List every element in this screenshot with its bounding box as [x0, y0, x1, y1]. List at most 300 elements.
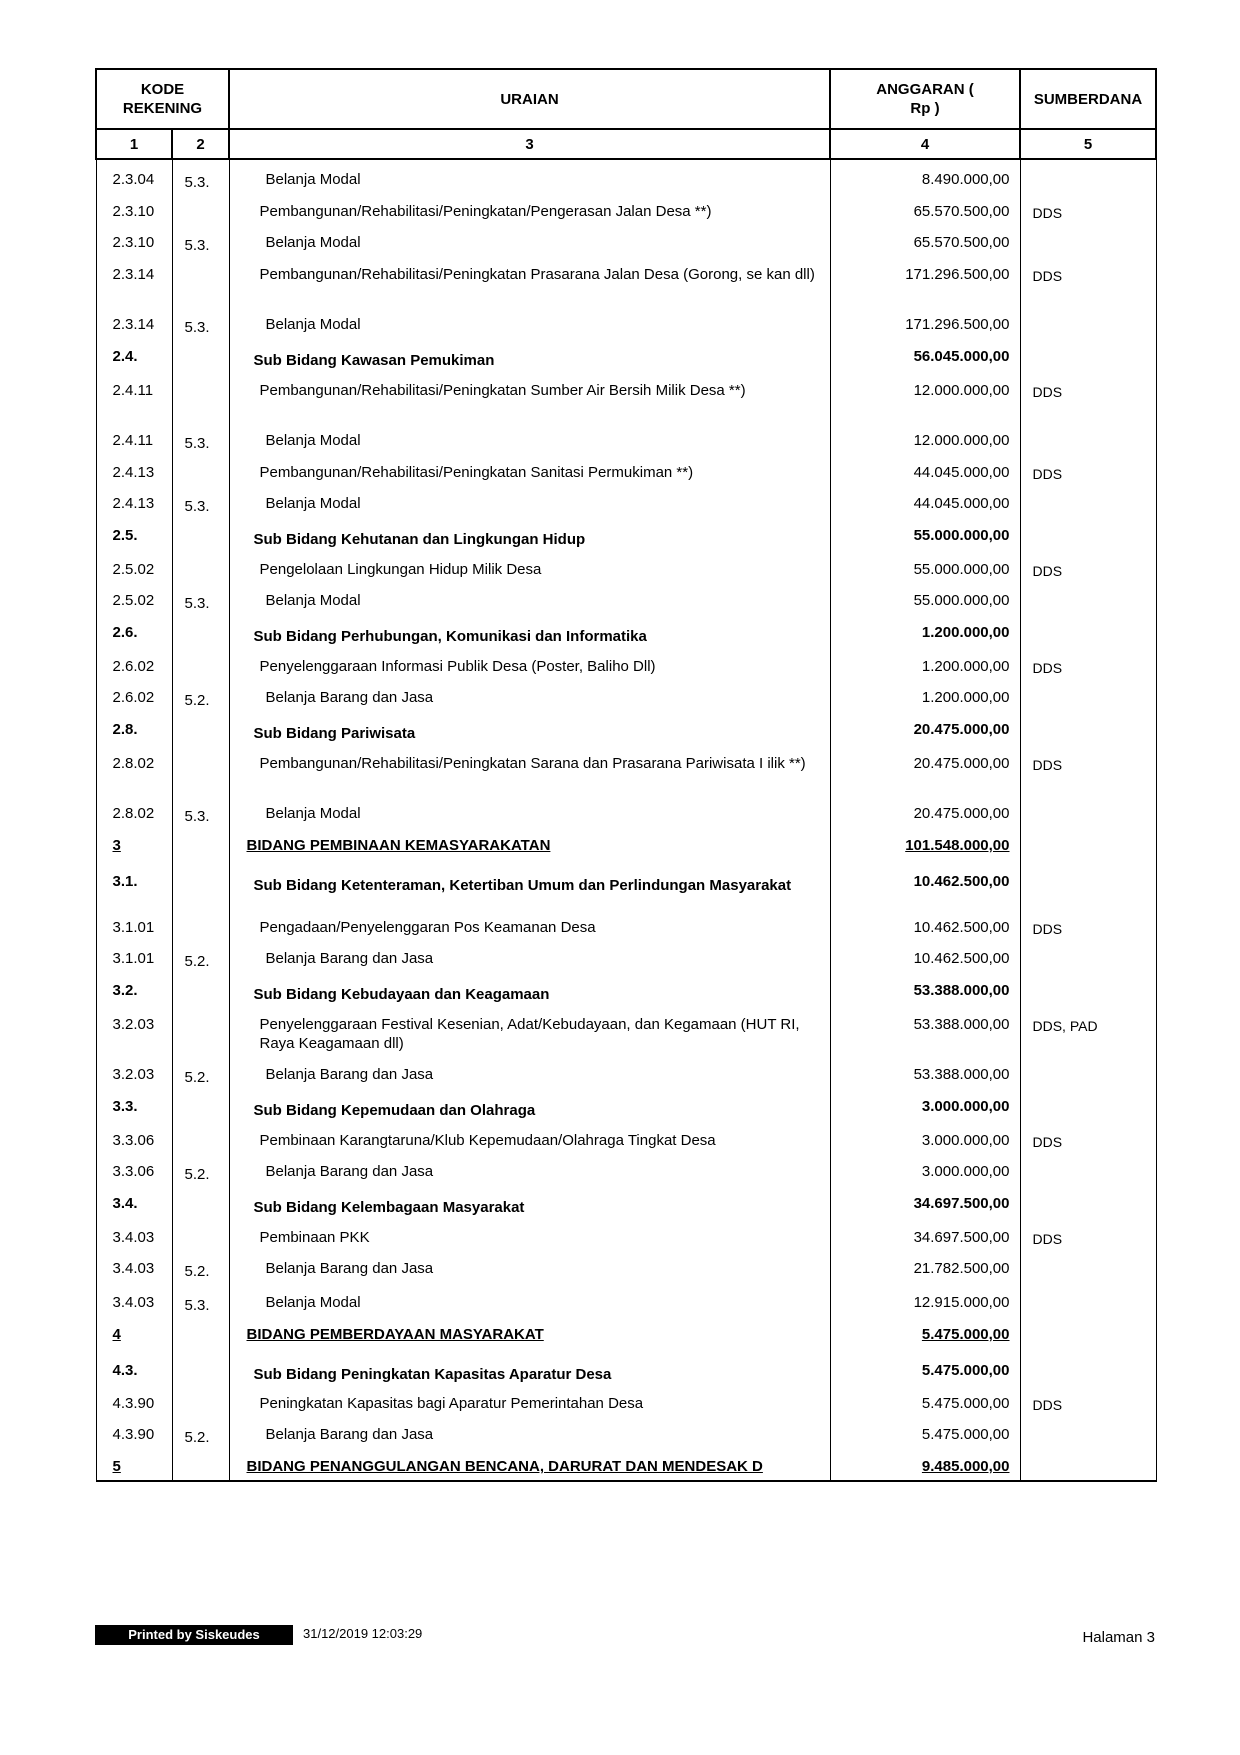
kode-cell-text: 2.4.11: [112, 382, 154, 399]
kode-cell-text: 2.4.: [112, 348, 138, 365]
anggaran-cell: [830, 1249, 1020, 1283]
uraian-cell: [229, 908, 830, 939]
anggaran-cell-text: 55.000.000,00: [913, 527, 1010, 544]
uraian-cell: [229, 223, 830, 255]
kode-cell: [96, 1055, 172, 1087]
uraian-cell: [229, 255, 830, 305]
akun-cell-text: 5.3.: [184, 595, 210, 612]
table-row-item: [96, 305, 1156, 337]
kode-cell-text: 3.3.06: [112, 1163, 155, 1180]
table-row-item: [96, 223, 1156, 255]
anggaran-cell-text: 55.000.000,00: [913, 592, 1010, 609]
uraian-cell-text: Sub Bidang Peningkatan Kapasitas Aparatur Desa: [253, 1366, 612, 1383]
sumber-cell: [1020, 1283, 1156, 1315]
uraian-cell-text: Belanja Modal: [265, 805, 361, 822]
kode-cell-text: 4.3.90: [112, 1426, 155, 1443]
table-row-sub: [96, 1351, 1156, 1384]
sumber-cell-text: DDS: [1032, 660, 1063, 676]
kode-cell: [96, 1121, 172, 1152]
anggaran-cell-text: 10.462.500,00: [913, 919, 1010, 936]
anggaran-cell: [830, 1315, 1020, 1351]
kode-cell-text: 3.4.03: [112, 1260, 155, 1277]
akun-cell-text: 5.3.: [184, 1297, 210, 1314]
table-row-item: [96, 484, 1156, 516]
uraian-cell-text: Belanja Barang dan Jasa: [265, 950, 434, 967]
akun-cell: [172, 1315, 229, 1351]
anggaran-cell: [830, 484, 1020, 516]
kode-cell-text: 3.3.: [112, 1098, 138, 1115]
sumber-cell: [1020, 939, 1156, 971]
uraian-cell-text: Sub Bidang Kepemudaan dan Olahraga: [253, 1102, 536, 1119]
kode-cell-text: 2.5.: [112, 527, 138, 544]
kode-cell-text: 3.4.: [112, 1195, 138, 1212]
sumber-cell: [1020, 1384, 1156, 1415]
kode-cell: [96, 255, 172, 305]
kode-cell-text: 2.3.10: [112, 234, 155, 251]
uraian-cell-text: Belanja Barang dan Jasa: [265, 1426, 434, 1443]
sumber-cell: [1020, 223, 1156, 255]
kode-cell-text: 2.5.02: [112, 561, 155, 578]
uraian-cell: [229, 1121, 830, 1152]
kode-cell: [96, 192, 172, 223]
kode-cell-text: 2.5.02: [112, 592, 155, 609]
kode-cell-text: 2.6.: [112, 624, 138, 641]
anggaran-cell: [830, 516, 1020, 550]
kode-cell: [96, 1218, 172, 1249]
table-row-bidang: [96, 1315, 1156, 1351]
kode-cell: [96, 971, 172, 1005]
akun-cell: [172, 1184, 229, 1218]
akun-cell: [172, 710, 229, 744]
sumber-cell: [1020, 794, 1156, 826]
sumber-cell: [1020, 744, 1156, 794]
table-row-item: [96, 1152, 1156, 1184]
uraian-cell-text: Belanja Modal: [265, 171, 361, 188]
kode-cell: [96, 744, 172, 794]
table-row-item: [96, 1415, 1156, 1447]
sumber-cell: [1020, 192, 1156, 223]
anggaran-cell-text: 1.200.000,00: [921, 624, 1010, 641]
kode-cell: [96, 678, 172, 710]
akun-cell: [172, 453, 229, 484]
table-row-item: [96, 421, 1156, 453]
uraian-cell: [229, 305, 830, 337]
anggaran-cell: [830, 305, 1020, 337]
anggaran-cell-text: 171.296.500,00: [905, 316, 1010, 333]
anggaran-cell-text: 53.388.000,00: [913, 982, 1010, 999]
anggaran-cell-text: 10.462.500,00: [913, 950, 1010, 967]
akun-cell: [172, 826, 229, 862]
anggaran-cell-text: 65.570.500,00: [913, 203, 1010, 220]
sumber-cell-text: DDS: [1032, 1134, 1063, 1150]
kode-cell-text: 3.2.03: [112, 1066, 155, 1083]
table-row-sub: [96, 862, 1156, 908]
kode-cell: [96, 939, 172, 971]
anggaran-cell: [830, 337, 1020, 371]
akun-cell-text: 5.3.: [184, 174, 210, 191]
anggaran-cell: [830, 678, 1020, 710]
table-row-kegiatan: [96, 550, 1156, 581]
uraian-cell-text: BIDANG PEMBERDAYAAN MASYARAKAT: [246, 1326, 544, 1343]
sumber-cell: [1020, 1249, 1156, 1283]
header-sumberdana: SUMBERDANA: [1020, 69, 1156, 129]
uraian-cell-text: Pembangunan/Rehabilitasi/Peningkatan Sumber Air Bersih Milik Desa **): [259, 382, 746, 399]
uraian-cell-text: Pembangunan/Rehabilitasi/Peningkatan Sarana dan Prasarana Pariwisata I ilik **): [259, 755, 806, 772]
table-row-kegiatan: [96, 908, 1156, 939]
anggaran-cell: [830, 1447, 1020, 1481]
akun-cell: [172, 371, 229, 421]
anggaran-cell-text: 44.045.000,00: [913, 495, 1010, 512]
anggaran-cell-text: 5.475.000,00: [921, 1326, 1010, 1343]
uraian-cell: [229, 581, 830, 613]
uraian-cell-text: Penyelenggaraan Festival Kesenian, Adat/Kebudayaan, dan Kegamaan (HUT RI, Raya Keagamaan dll): [259, 1016, 800, 1052]
kode-cell: [96, 371, 172, 421]
akun-cell: [172, 1005, 229, 1055]
kode-cell-text: 3.1.: [112, 873, 138, 890]
uraian-cell-text: Pembinaan PKK: [259, 1229, 370, 1246]
kode-cell: [96, 1415, 172, 1447]
anggaran-cell-text: 5.475.000,00: [921, 1395, 1010, 1412]
anggaran-cell: [830, 581, 1020, 613]
kode-cell: [96, 794, 172, 826]
anggaran-cell: [830, 1351, 1020, 1384]
kode-cell: [96, 710, 172, 744]
uraian-cell: [229, 678, 830, 710]
anggaran-cell: [830, 794, 1020, 826]
sumber-cell: [1020, 1351, 1156, 1384]
sumber-cell: [1020, 1152, 1156, 1184]
akun-cell-text: 5.2.: [184, 1166, 210, 1183]
anggaran-cell-text: 3.000.000,00: [921, 1098, 1010, 1115]
kode-cell-text: 3.2.: [112, 982, 138, 999]
kode-cell: [96, 908, 172, 939]
akun-cell: [172, 939, 229, 971]
akun-cell-text: 5.2.: [184, 953, 210, 970]
table-row-item: [96, 939, 1156, 971]
header-kode-rekening: KODE REKENING: [96, 69, 229, 129]
sumber-cell-text: DDS: [1032, 205, 1063, 221]
kode-cell-text: 2.3.10: [112, 203, 155, 220]
kode-cell: [96, 550, 172, 581]
akun-cell: [172, 1121, 229, 1152]
akun-cell-text: 5.3.: [184, 808, 210, 825]
anggaran-cell: [830, 1218, 1020, 1249]
sumber-cell: [1020, 678, 1156, 710]
anggaran-cell: [830, 550, 1020, 581]
anggaran-cell: [830, 1184, 1020, 1218]
anggaran-cell: [830, 371, 1020, 421]
sumber-cell: [1020, 1184, 1156, 1218]
akun-cell: [172, 1351, 229, 1384]
sumber-cell-text: DDS: [1032, 757, 1063, 773]
uraian-cell: [229, 1283, 830, 1315]
uraian-cell: [229, 826, 830, 862]
anggaran-cell-text: 1.200.000,00: [921, 658, 1010, 675]
anggaran-cell-text: 20.475.000,00: [913, 755, 1010, 772]
sumber-cell: [1020, 337, 1156, 371]
table-row-sub: [96, 971, 1156, 1005]
table-row-item: [96, 159, 1156, 192]
kode-cell: [96, 223, 172, 255]
uraian-cell-text: Belanja Modal: [265, 495, 361, 512]
uraian-cell: [229, 939, 830, 971]
anggaran-cell: [830, 1415, 1020, 1447]
kode-cell: [96, 1005, 172, 1055]
table-row-sub: [96, 710, 1156, 744]
akun-cell: [172, 192, 229, 223]
uraian-cell: [229, 613, 830, 647]
sumber-cell: [1020, 550, 1156, 581]
sumber-cell: [1020, 159, 1156, 192]
uraian-cell: [229, 710, 830, 744]
kode-cell-text: 5: [112, 1458, 121, 1475]
anggaran-cell: [830, 1121, 1020, 1152]
uraian-cell-text: Sub Bidang Kelembagaan Masyarakat: [253, 1199, 525, 1216]
anggaran-cell: [830, 159, 1020, 192]
uraian-cell-text: Belanja Modal: [265, 234, 361, 251]
anggaran-cell-text: 8.490.000,00: [921, 171, 1010, 188]
akun-cell: [172, 862, 229, 908]
kode-cell-text: 2.6.02: [112, 658, 155, 675]
sumber-cell: [1020, 1218, 1156, 1249]
akun-cell: [172, 159, 229, 192]
printed-timestamp: 31/12/2019 12:03:29: [303, 1626, 423, 1641]
akun-cell: [172, 550, 229, 581]
anggaran-cell: [830, 1087, 1020, 1121]
col-number: 2: [172, 129, 229, 159]
table-row-kegiatan: [96, 255, 1156, 305]
kode-cell: [96, 305, 172, 337]
akun-cell: [172, 1087, 229, 1121]
sumber-cell: [1020, 581, 1156, 613]
kode-cell: [96, 862, 172, 908]
akun-cell-text: 5.3.: [184, 498, 210, 515]
anggaran-cell: [830, 453, 1020, 484]
sumber-cell: [1020, 908, 1156, 939]
akun-cell: [172, 305, 229, 337]
anggaran-cell: [830, 826, 1020, 862]
anggaran-cell: [830, 710, 1020, 744]
kode-cell-text: 3.4.03: [112, 1294, 155, 1311]
sumber-cell: [1020, 613, 1156, 647]
kode-cell-text: 2.8.: [112, 721, 138, 738]
kode-cell: [96, 516, 172, 550]
uraian-cell: [229, 1184, 830, 1218]
uraian-cell: [229, 337, 830, 371]
kode-cell-text: 4.3.90: [112, 1395, 155, 1412]
anggaran-cell: [830, 223, 1020, 255]
uraian-cell-text: BIDANG PENANGGULANGAN BENCANA, DARURAT DAN MENDESAK D: [246, 1458, 763, 1475]
table-row-sub: [96, 1087, 1156, 1121]
uraian-cell-text: Pembangunan/Rehabilitasi/Peningkatan Sanitasi Permukiman **): [259, 464, 694, 481]
anggaran-cell-text: 3.000.000,00: [921, 1132, 1010, 1149]
sumber-cell-text: DDS: [1032, 1397, 1063, 1413]
anggaran-cell-text: 171.296.500,00: [905, 266, 1010, 283]
kode-cell: [96, 159, 172, 192]
sumber-cell: [1020, 453, 1156, 484]
table-row-kegiatan: [96, 192, 1156, 223]
anggaran-cell-text: 65.570.500,00: [913, 234, 1010, 251]
table-header: [96, 69, 1156, 159]
kode-cell: [96, 1315, 172, 1351]
uraian-cell-text: Sub Bidang Perhubungan, Komunikasi dan Informatika: [253, 628, 647, 645]
uraian-cell: [229, 484, 830, 516]
uraian-cell-text: Belanja Modal: [265, 592, 361, 609]
table-row-item: [96, 581, 1156, 613]
table-row-kegiatan: [96, 647, 1156, 678]
sumber-cell: [1020, 1415, 1156, 1447]
uraian-cell-text: Belanja Barang dan Jasa: [265, 1163, 434, 1180]
uraian-cell-text: Pembangunan/Rehabilitasi/Peningkatan Prasarana Jalan Desa (Gorong, se kan dll): [259, 266, 815, 283]
anggaran-cell-text: 34.697.500,00: [913, 1195, 1010, 1212]
akun-cell: [172, 1249, 229, 1283]
uraian-cell-text: Pembangunan/Rehabilitasi/Peningkatan/Pengerasan Jalan Desa **): [259, 203, 712, 220]
header-anggaran: ANGGARAN ( Rp ): [830, 69, 1020, 129]
anggaran-cell-text: 55.000.000,00: [913, 561, 1010, 578]
anggaran-cell: [830, 1283, 1020, 1315]
akun-cell: [172, 613, 229, 647]
anggaran-cell: [830, 1152, 1020, 1184]
uraian-cell: [229, 516, 830, 550]
kode-cell: [96, 1351, 172, 1384]
anggaran-cell-text: 3.000.000,00: [921, 1163, 1010, 1180]
anggaran-cell: [830, 744, 1020, 794]
anggaran-cell-text: 5.475.000,00: [921, 1426, 1010, 1443]
sumber-cell-text: DDS: [1032, 1231, 1063, 1247]
uraian-cell: [229, 1415, 830, 1447]
kode-cell-text: 3: [112, 837, 121, 854]
budget-table: [95, 68, 1157, 1482]
akun-cell: [172, 1055, 229, 1087]
table-row-bidang: [96, 826, 1156, 862]
sumber-cell: [1020, 421, 1156, 453]
uraian-cell-text: Belanja Barang dan Jasa: [265, 1260, 434, 1277]
uraian-cell: [229, 794, 830, 826]
sumber-cell: [1020, 971, 1156, 1005]
akun-cell: [172, 1152, 229, 1184]
akun-cell-text: 5.2.: [184, 1069, 210, 1086]
kode-cell-text: 2.3.04: [112, 171, 155, 188]
anggaran-cell-text: 21.782.500,00: [913, 1260, 1010, 1277]
anggaran-cell-text: 53.388.000,00: [913, 1066, 1010, 1083]
akun-cell: [172, 908, 229, 939]
table-row-sub: [96, 516, 1156, 550]
uraian-cell-text: Pembinaan Karangtaruna/Klub Kepemudaan/Olahraga Tingkat Desa: [259, 1132, 716, 1149]
akun-cell: [172, 255, 229, 305]
uraian-cell-text: BIDANG PEMBINAAN KEMASYARAKATAN: [246, 837, 551, 854]
uraian-cell: [229, 1218, 830, 1249]
akun-cell: [172, 647, 229, 678]
uraian-cell-text: Sub Bidang Ketenteraman, Ketertiban Umum dan Perlindungan Masyarakat: [253, 877, 792, 894]
akun-cell: [172, 794, 229, 826]
sumber-cell: [1020, 1447, 1156, 1481]
uraian-cell: [229, 744, 830, 794]
sumber-cell: [1020, 305, 1156, 337]
anggaran-cell-text: 20.475.000,00: [913, 805, 1010, 822]
table-row-item: [96, 678, 1156, 710]
kode-cell: [96, 484, 172, 516]
anggaran-cell: [830, 939, 1020, 971]
kode-cell-text: 4.3.: [112, 1362, 138, 1379]
sumber-cell: [1020, 516, 1156, 550]
uraian-cell-text: Penyelenggaraan Informasi Publik Desa (Poster, Baliho Dll): [259, 658, 656, 675]
kode-cell-text: 3.3.06: [112, 1132, 155, 1149]
kode-cell-text: 2.8.02: [112, 755, 155, 772]
header-uraian: URAIAN: [229, 69, 830, 129]
uraian-cell: [229, 1005, 830, 1055]
table-row-kegiatan: [96, 1218, 1156, 1249]
kode-cell-text: 2.3.14: [112, 266, 155, 283]
table-row-sub: [96, 337, 1156, 371]
uraian-cell: [229, 1351, 830, 1384]
anggaran-cell: [830, 1005, 1020, 1055]
kode-cell-text: 2.4.11: [112, 432, 154, 449]
anggaran-cell: [830, 862, 1020, 908]
uraian-cell: [229, 1249, 830, 1283]
anggaran-cell: [830, 421, 1020, 453]
sumber-cell-text: DDS: [1032, 563, 1063, 579]
akun-cell: [172, 971, 229, 1005]
anggaran-cell-text: 10.462.500,00: [913, 873, 1010, 890]
uraian-cell: [229, 159, 830, 192]
table-row-item: [96, 1283, 1156, 1315]
akun-cell: [172, 1415, 229, 1447]
akun-cell: [172, 1447, 229, 1481]
uraian-cell: [229, 1447, 830, 1481]
kode-cell: [96, 1283, 172, 1315]
anggaran-cell-text: 9.485.000,00: [921, 1458, 1010, 1475]
sumber-cell-text: DDS: [1032, 268, 1063, 284]
uraian-cell: [229, 1384, 830, 1415]
kode-cell: [96, 453, 172, 484]
anggaran-cell: [830, 908, 1020, 939]
akun-cell-text: 5.3.: [184, 319, 210, 336]
kode-cell-text: 2.6.02: [112, 689, 155, 706]
anggaran-cell: [830, 613, 1020, 647]
kode-cell: [96, 826, 172, 862]
kode-cell: [96, 1152, 172, 1184]
sumber-cell: [1020, 1087, 1156, 1121]
uraian-cell-text: Belanja Modal: [265, 316, 361, 333]
akun-cell: [172, 516, 229, 550]
anggaran-cell: [830, 1384, 1020, 1415]
anggaran-cell-text: 12.000.000,00: [913, 432, 1010, 449]
uraian-cell-text: Sub Bidang Kawasan Pemukiman: [253, 352, 495, 369]
anggaran-cell: [830, 1055, 1020, 1087]
kode-cell: [96, 1384, 172, 1415]
uraian-cell: [229, 862, 830, 908]
col-number: 4: [830, 129, 1020, 159]
akun-cell-text: 5.2.: [184, 1429, 210, 1446]
kode-cell-text: 4: [112, 1326, 121, 1343]
akun-cell: [172, 1283, 229, 1315]
sumber-cell-text: DDS, PAD: [1032, 1018, 1098, 1034]
table-row-kegiatan: [96, 1384, 1156, 1415]
akun-cell-text: 5.2.: [184, 1263, 210, 1280]
col-number: 5: [1020, 129, 1156, 159]
anggaran-cell-text: 12.915.000,00: [913, 1294, 1010, 1311]
kode-cell-text: 3.2.03: [112, 1016, 155, 1033]
kode-cell-text: 2.3.14: [112, 316, 155, 333]
table-body: [96, 159, 1156, 1481]
kode-cell: [96, 1184, 172, 1218]
sumber-cell-text: DDS: [1032, 466, 1063, 482]
akun-cell: [172, 581, 229, 613]
anggaran-cell-text: 1.200.000,00: [921, 689, 1010, 706]
akun-cell: [172, 223, 229, 255]
uraian-cell: [229, 1315, 830, 1351]
sumber-cell-text: DDS: [1032, 384, 1063, 400]
